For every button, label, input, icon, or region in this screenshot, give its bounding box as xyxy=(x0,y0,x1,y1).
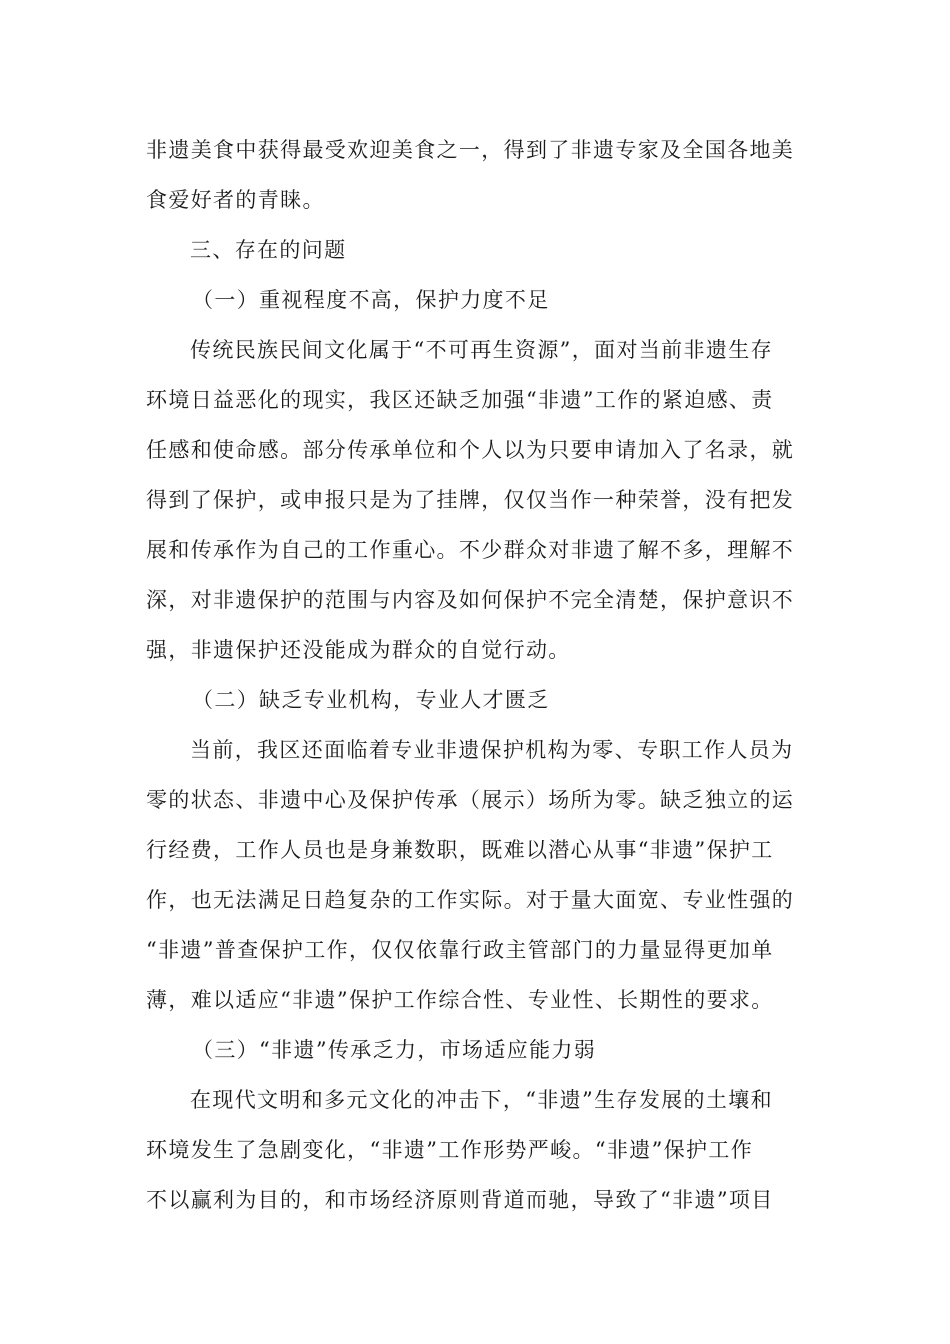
paragraph-line: 得到了保护，或申报只是为了挂牌，仅仅当作一种荣誉，没有把发 xyxy=(146,488,795,512)
paragraph-line: 环境日益恶化的现实，我区还缺乏加强“非遗”工作的紧迫感、责 xyxy=(146,388,774,412)
section-heading: 三、存在的问题 xyxy=(190,238,347,262)
paragraph-line: 深，对非遗保护的范围与内容及如何保护不完全清楚，保护意识不 xyxy=(146,588,795,612)
subsection-heading: （三）“非遗”传承乏力，市场适应能力弱 xyxy=(192,1038,597,1062)
paragraph-line: 环境发生了急剧变化，“非遗”工作形势严峻。“非遗”保护工作 xyxy=(146,1138,754,1162)
paragraph-line: 不以赢利为目的，和市场经济原则背道而驰，导致了“非遗”项目 xyxy=(146,1188,774,1212)
paragraph-line: 强，非遗保护还没能成为群众的自觉行动。 xyxy=(146,638,571,662)
paragraph-line: “非遗”普查保护工作，仅仅依靠行政主管部门的力量显得更加单 xyxy=(146,938,774,962)
paragraph-line: 行经费，工作人员也是身兼数职，既难以潜心从事“非遗”保护工 xyxy=(146,838,774,862)
paragraph-line: 薄，难以适应“非遗”保护工作综合性、专业性、长期性的要求。 xyxy=(146,988,774,1012)
paragraph-line: 食爱好者的青睐。 xyxy=(146,188,325,212)
paragraph-line: 作，也无法满足日趋复杂的工作实际。对于量大面宽、专业性强的 xyxy=(146,888,795,912)
subsection-heading: （一）重视程度不高，保护力度不足 xyxy=(192,288,550,312)
paragraph-line: 当前，我区还面临着专业非遗保护机构为零、专职工作人员为 xyxy=(190,738,794,762)
paragraph-line: 任感和使命感。部分传承单位和个人以为只要申请加入了名录，就 xyxy=(146,438,795,462)
paragraph-line: 零的状态、非遗中心及保护传承（展示）场所为零。缺乏独立的运 xyxy=(146,788,795,812)
paragraph-line: 展和传承作为自己的工作重心。不少群众对非遗了解不多，理解不 xyxy=(146,538,795,562)
paragraph-line: 非遗美食中获得最受欢迎美食之一，得到了非遗专家及全国各地美 xyxy=(146,138,795,162)
paragraph-line: 传统民族民间文化属于“不可再生资源”，面对当前非遗生存 xyxy=(190,338,773,362)
paragraph-line: 在现代文明和多元文化的冲击下，“非遗”生存发展的土壤和 xyxy=(190,1088,773,1112)
subsection-heading: （二）缺乏专业机构，专业人才匮乏 xyxy=(192,688,550,712)
